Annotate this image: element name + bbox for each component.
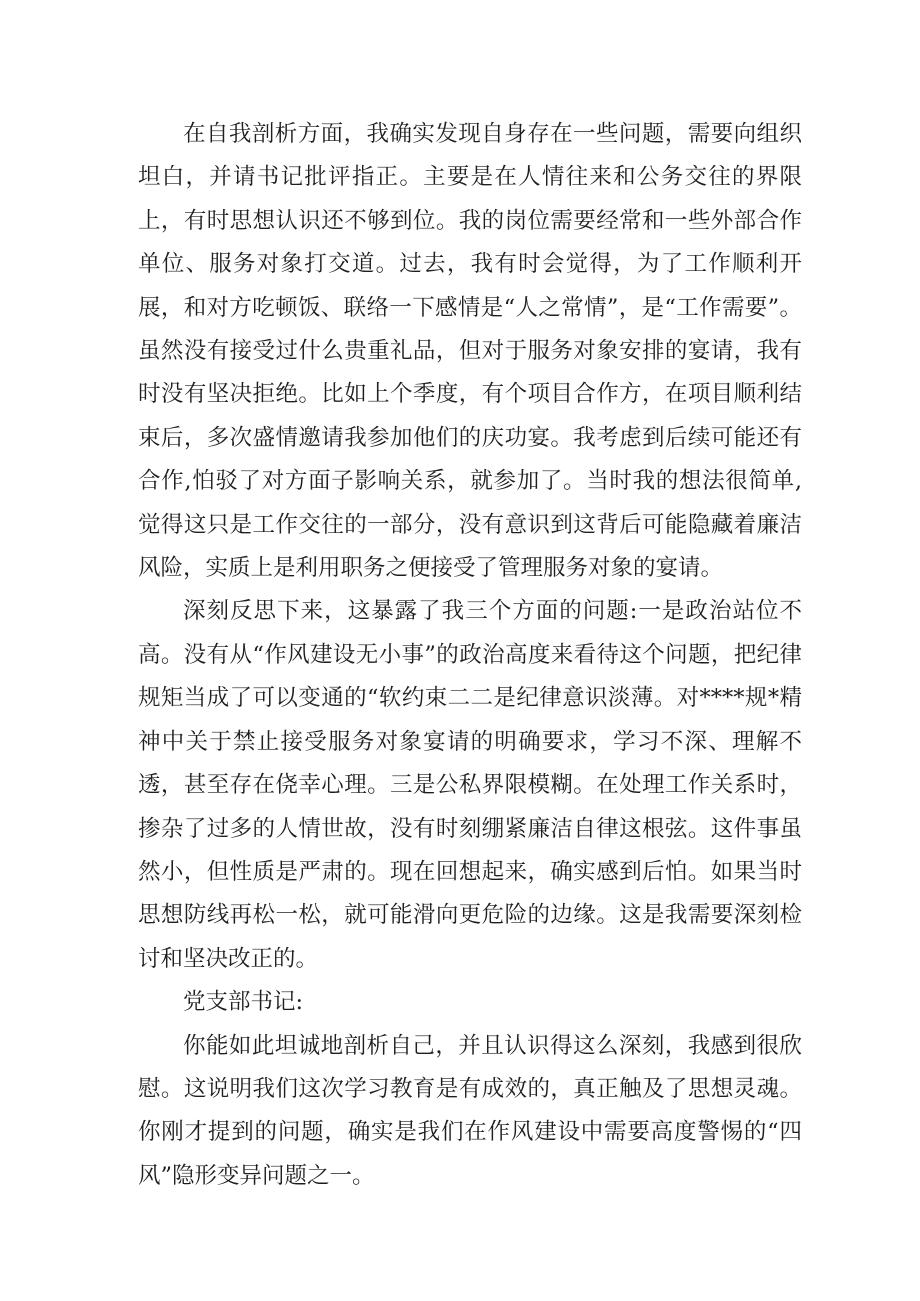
paragraph-reflection: 深刻反思下来，这暴露了我三个方面的问题:一是政治站位不高。没有从“作风建设无小事”的政治高度来看待这个问题，把纪律规矩当成了可以变通的“软约束二二是纪律意识淡薄。对****规*精神中关于禁止接受服务对象宴请的明确要求，学习不深、理解不透，甚至存在侥幸心理。三是公私界限模糊。在处理工作关系时，掺杂了过多的人情世故，没有时刻绷紧廉洁自律这根弦。这件事虽然小，但性质是严肃的。现在回想起来，确实感到后怕。如果当时思想防线再松一松，就可能滑向更危险的边缘。这是我需要深刻检讨和坚决改正的。 bbox=[138, 598, 802, 972]
paragraph-secretary-response: 你能如此坦诚地剖析自己，并且认识得这么深刻，我感到很欣慰。这说明我们这次学习教育是有成效的，真正触及了思想灵魂。你刚才提到的问题，确实是我们在作风建设中需要高度警惕的“四风”隐形变异问题之一。 bbox=[138, 1032, 802, 1189]
paragraph-self-analysis: 在自我剖析方面，我确实发现自身存在一些问题，需要向组织坦白，并请书记批评指正。主要是在人情往来和公务交往的界限上，有时思想认识还不够到位。我的岗位需要经常和一些外部合作单位、服务对象打交道。过去，我有时会觉得，为了工作顺利开展，和对方吃顿饭、联络一下感情是“人之常情”，是“工作需要”。虽然没有接受过什么贵重礼品，但对于服务对象安排的宴请，我有时没有坚决拒绝。比如上个季度，有个项目合作方，在项目顺利结束后，多次盛情邀请我参加他们的庆功宴。我考虑到后续可能还有合作,怕驳了对方面子影响关系，就参加了。当时我的想法很简单,觉得这只是工作交往的一部分，没有意识到这背后可能隐藏着廉洁风险，实质上是利用职务之便接受了管理服务对象的宴请。 bbox=[138, 121, 802, 582]
paragraph-speaker-label: 党支部书记: bbox=[183, 989, 304, 1016]
document-body bbox=[138, 113, 802, 1198]
